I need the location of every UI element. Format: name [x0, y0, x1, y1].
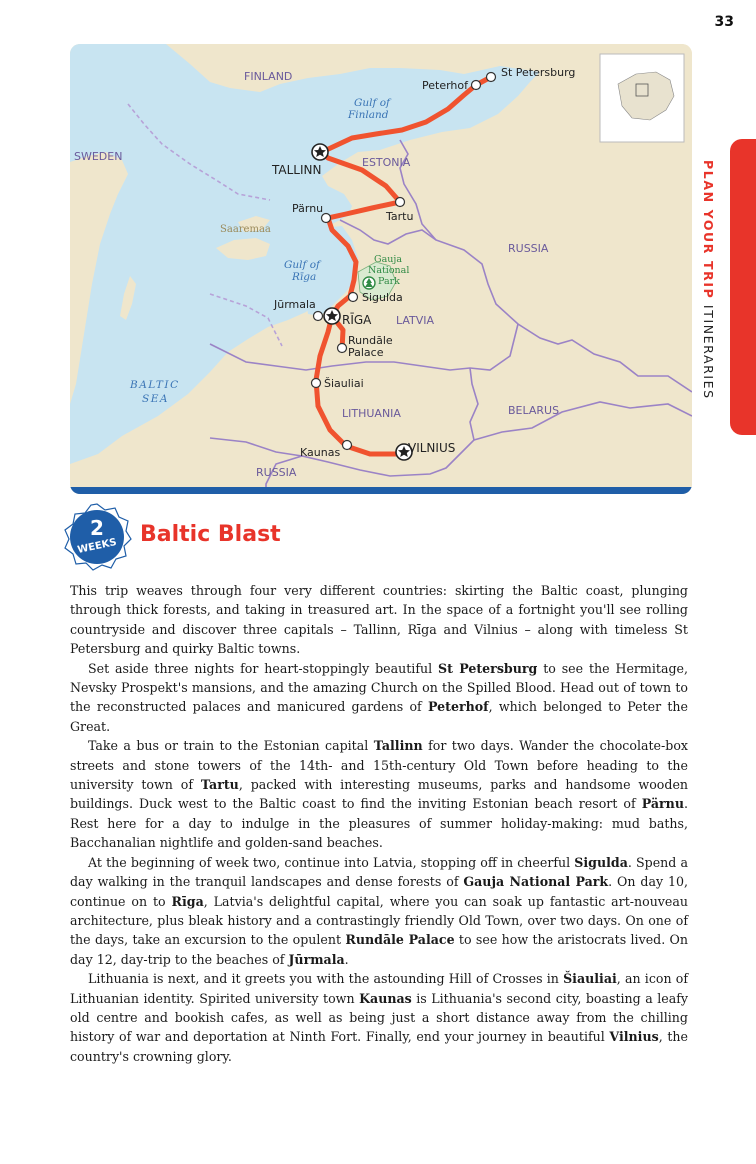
label-rundale-1: Rundāle — [348, 334, 393, 347]
paragraph-lithuania: Lithuania is next, and it greets you with the astounding Hill of Crosses in Šiauliai, an icon of Lithuanian identity. Spirited university town Kaunas is Lithuania's second city, boasting a leafy old centre and bookish cafes, as well as being just a short distance away from the chilling history of war and deportation at Ninth Fort. Finally, end your journey in beautiful Vilnius, the country's crowning glory. — [70, 971, 688, 1064]
duration-badge — [62, 502, 132, 572]
map-svg — [70, 44, 692, 494]
place-riga: Rīga — [171, 893, 204, 909]
place-tallinn: Tallinn — [373, 738, 423, 754]
marker-sigulda — [349, 293, 358, 302]
label-jurmala: Jūrmala — [274, 298, 316, 311]
place-parnu: Pärnu — [641, 796, 684, 812]
badge-unit: WEEKS — [76, 536, 118, 556]
place-vilnius: Vilnius — [609, 1029, 659, 1045]
label-sigulda: Sigulda — [362, 291, 403, 304]
section-label-rest: ITINERARIES — [701, 299, 716, 400]
label-park-1: Gauja — [374, 254, 402, 265]
label-gulf-riga-2: Rīga — [292, 271, 317, 283]
label-gulf-finland-2: Finland — [348, 109, 389, 121]
label-tallinn: TALLINN — [272, 163, 322, 177]
place-sigulda: Sigulda — [574, 854, 628, 870]
park-icon — [363, 277, 375, 289]
label-park-2: National — [368, 265, 410, 276]
label-st-petersburg: St Petersburg — [501, 66, 576, 79]
paragraph-st-petersburg: Set aside three nights for heart-stoppingly beautiful St Petersburg to see the Hermitage, Nevsky Prospekt's mansions, and the amazing Church on the Spilled Blood. Head out of town to the reconstructed palaces and manicured gardens of Peterhof, which belonged to Peter the Great. — [70, 660, 688, 734]
place-gauja: Gauja National Park — [463, 874, 609, 890]
label-finland: FINLAND — [244, 70, 293, 83]
marker-peterhof — [472, 81, 481, 90]
label-parnu: Pärnu — [292, 202, 324, 215]
page-number: 33 — [714, 14, 734, 30]
label-peterhof: Peterhof — [422, 79, 468, 92]
label-vilnius: VILNIUS — [408, 441, 456, 455]
route-map — [70, 44, 692, 494]
marker-st-petersburg — [487, 73, 496, 82]
badge-number: 2 — [90, 516, 104, 540]
label-lithuania: LITHUANIA — [342, 407, 401, 420]
place-tartu: Tartu — [200, 777, 239, 793]
label-sweden: SWEDEN — [74, 150, 123, 163]
label-saaremaa: Saaremaa — [220, 224, 271, 235]
marker-rundale — [338, 344, 347, 353]
label-latvia: LATVIA — [396, 314, 435, 327]
marker-siauliai — [312, 379, 321, 388]
label-gulf-riga-1: Gulf of — [284, 259, 320, 271]
place-jurmala: Jūrmala — [288, 951, 345, 967]
place-kaunas: Kaunas — [359, 990, 412, 1006]
paragraph-estonia: Take a bus or train to the Estonian capital Tallinn for two days. Wander the chocolate-box streets and stone towers of the 14th- and 15th-century Old Town before heading to the university town of Tartu, packed with interesting museums, parks and handsome wooden buildings. Duck west to the Baltic coast to find the inviting Estonian beach resort of Pärnu. Rest here for a day to indulge in the pleasures of summer holiday-making: mud baths, Bacchanalian nightlife and golden-sand beaches. — [70, 738, 689, 851]
itinerary-body — [70, 581, 688, 1066]
marker-jurmala — [314, 312, 323, 321]
label-kaunas: Kaunas — [300, 446, 341, 459]
paragraph-latvia: At the beginning of week two, continue into Latvia, stopping off in cheerful Sigulda. Spend a day walking in the tranquil landscapes and dense forests of Gauja National Park. On day 10, continue on to Rīga, Latvia's delightful capital, where you can soak up fantastic art-nouveau architecture, plus bleak history and a contrastingly friendly Old Town, over two days. On one of the days, take an excursion to the opulent Rundāle Palace to see how the aristocrats lived. On day 12, day-trip to the beaches of Jūrmala. — [70, 854, 688, 967]
label-russia-kaliningrad: RUSSIA — [256, 466, 297, 479]
label-baltic-1: BALTIC — [130, 379, 180, 391]
place-rundale: Rundāle Palace — [345, 932, 455, 948]
place-st-petersburg: St Petersburg — [438, 660, 538, 676]
label-estonia: ESTONIA — [362, 156, 411, 169]
section-label — [701, 160, 716, 400]
label-riga: RĪGA — [342, 313, 372, 327]
label-siauliai: Šiauliai — [324, 377, 364, 390]
paragraph-intro: This trip weaves through four very different countries: skirting the Baltic coast, plunging through thick forests, and taking in treasured art. In the space of a fortnight you'll see rolling countryside and discover three capitals – Tallinn, Rīga and Vilnius – along with timeless St Petersburg and quirky Baltic towns. — [70, 583, 688, 657]
capital-riga — [324, 308, 340, 324]
side-tab — [730, 139, 756, 435]
label-belarus: BELARUS — [508, 404, 560, 417]
label-gulf-finland-1: Gulf of — [354, 97, 390, 109]
map-bottom-stripe — [70, 487, 692, 494]
marker-kaunas — [343, 441, 352, 450]
place-peterhof: Peterhof — [427, 699, 489, 715]
label-park-3: Park — [378, 276, 400, 287]
section-label-strong: PLAN YOUR TRIP — [701, 160, 716, 300]
label-baltic-2: SEA — [142, 393, 169, 405]
itinerary-title: Baltic Blast — [140, 522, 281, 547]
label-rundale-2: Palace — [348, 346, 384, 359]
label-tartu: Tartu — [386, 210, 414, 223]
place-siauliai: Šiauliai — [563, 971, 617, 987]
capital-tallinn — [312, 144, 328, 160]
label-russia-east: RUSSIA — [508, 242, 549, 255]
marker-tartu — [396, 198, 405, 207]
